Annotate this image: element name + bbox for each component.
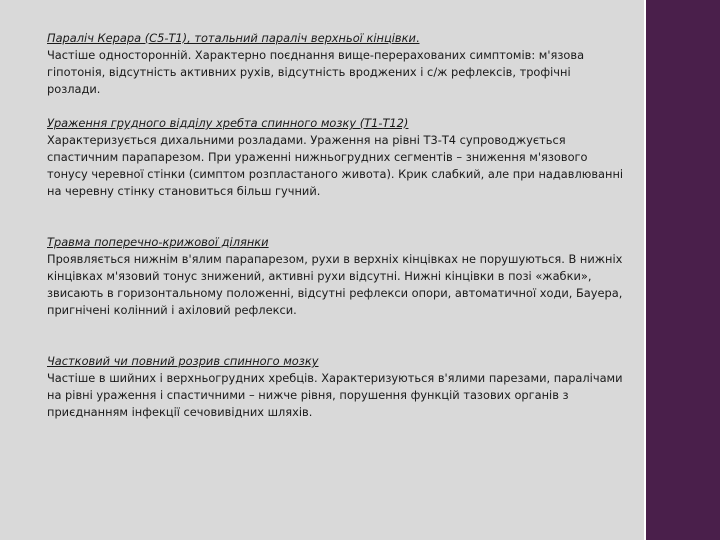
section-body: Частіше в шийних і верхньогрудних хребців. Характеризуються в'ялими парезами, паралічами на рівні ураження і спастичними – нижче рівня, порушення функцій тазових органів з приєднанням інфекції сечовивідних шляхів. bbox=[47, 371, 623, 419]
section-heading bbox=[47, 353, 627, 370]
section-lumbosacral-trauma bbox=[47, 234, 627, 319]
side-panel bbox=[644, 0, 720, 540]
section-body: Частіше односторонній. Характерно поєднання вище-перерахованих симптомів: м'язова гіпотонія, відсутність активних рухів, відсутність вроджених і с/ж рефлексів, трофічні розлади. bbox=[47, 48, 585, 96]
section-heading-title: Частковий чи повний розрив спинного мозку bbox=[47, 354, 319, 368]
section-spinal-cord-rupture bbox=[47, 353, 627, 421]
section-heading bbox=[47, 30, 627, 47]
section-body: Проявляється нижнім в'ялим парапарезом, рухи в верхніх кінцівках не порушуються. В нижніх кінцівках м'язовий тонус знижений, активні рухи відсутні. Нижні кінцівки в позі «жабки», звисають в горизонтальному положенні, відсутні рефлекси опори, автоматичної ходи, Бауера, пригнічені колінний і ахіловий рефлекси. bbox=[47, 252, 623, 317]
section-body: Характеризується дихальними розладами. Ураження на рівні Т3-Т4 супроводжується спастичним парапарезом. При ураженні нижньогрудних сегментів – зниження м'язового тонусу черевної стінки (симптом розпластаного живота). Крик слабкий, але при надавлюванні на черевну стінку становиться більш гучний. bbox=[47, 133, 624, 198]
section-heading-title: Параліч Керара (С5-Т1), тотальний параліч верхньої кінцівки bbox=[47, 31, 416, 45]
section-heading-title: Ураження грудного відділу хребта спинного мозку (Т1-Т12) bbox=[47, 116, 409, 130]
section-kerar-paralysis bbox=[47, 30, 627, 98]
section-thoracic-injury bbox=[47, 115, 627, 200]
section-heading-title: Травма поперечно-крижової ділянки bbox=[47, 235, 269, 249]
section-heading bbox=[47, 115, 627, 132]
section-heading bbox=[47, 234, 627, 251]
section-heading-suffix: . bbox=[415, 31, 420, 45]
